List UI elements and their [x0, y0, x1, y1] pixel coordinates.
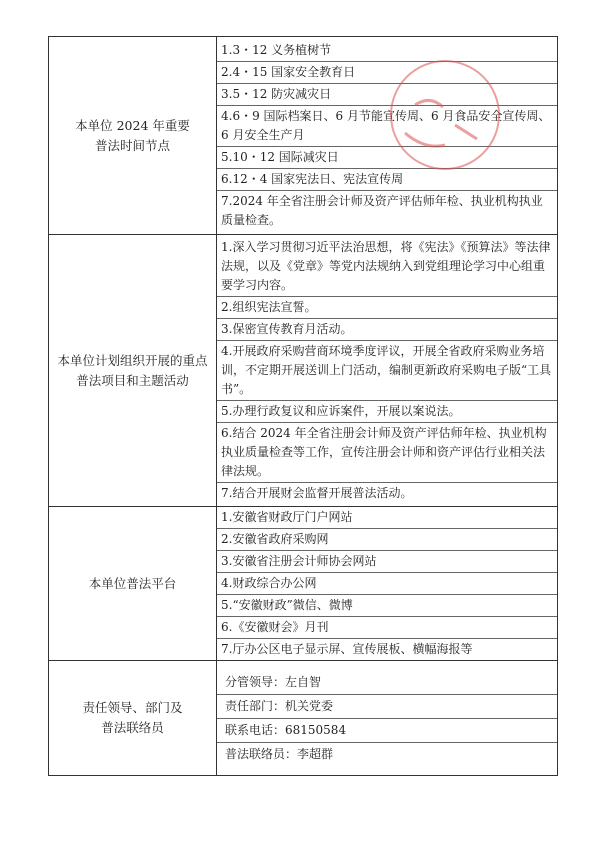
list-item: 4.6・9 国际档案日、6 月节能宣传周、6 月食品安全宣传周、6 月安全生产月	[217, 106, 557, 147]
list-item: 5.“安徽财政”微信、微博	[217, 595, 557, 617]
content-time-nodes	[217, 37, 558, 235]
label-responsible	[49, 661, 217, 776]
list-item: 7.2024 年全省注册会计师及资产评估师年检、执业机构执业质量检查。	[221, 194, 543, 227]
list-item: 2.4・15 国家安全教育日	[217, 62, 557, 84]
leader-field: 分管领导：左自智	[217, 671, 557, 695]
label-line: 普法项目和主题活动	[76, 372, 189, 388]
liaison-field: 普法联络员：李超群	[225, 746, 334, 761]
row-platforms	[49, 507, 558, 661]
row-time-nodes	[49, 37, 558, 235]
label-key-activities	[49, 235, 217, 507]
row-key-activities	[49, 235, 558, 507]
department-field: 责任部门：机关党委	[217, 695, 557, 719]
label-line: 本单位计划组织开展的重点	[57, 352, 208, 368]
list-item: 5.10・12 国际减灾日	[217, 147, 557, 169]
list-item: 1.深入学习贯彻习近平法治思想，将《宪法》《预算法》等法律法规，以及《党章》等党内法规纳入到党组理论学习中心组重要学习内容。	[217, 237, 557, 297]
list-item: 1.3・12 义务植树节	[217, 40, 557, 62]
list-item: 6.12・4 国家宪法日、宪法宣传周	[217, 169, 557, 191]
list-item: 3.5・12 防灾减灾日	[217, 84, 557, 106]
label-platforms	[49, 507, 217, 661]
list-item: 6.《安徽财会》月刊	[217, 617, 557, 639]
list-item: 7.结合开展财会监督开展普法活动。	[221, 486, 413, 500]
list-item: 4.开展政府采购营商环境季度评议，开展全省政府采购业务培训，不定期开展送训上门活动，编制更新政府采购电子版“工具书”。	[217, 341, 557, 401]
law-plan-table	[48, 36, 558, 776]
list-item: 1.安徽省财政厅门户网站	[217, 507, 557, 529]
list-item: 7.厅办公区电子显示屏、宣传展板、横幅海报等	[221, 642, 473, 656]
phone-field: 联系电话：68150584	[217, 719, 557, 743]
label-line: 普法联络员	[101, 720, 164, 735]
content-platforms	[217, 507, 558, 661]
list-item: 3.保密宣传教育月活动。	[217, 319, 557, 341]
content-responsible	[217, 661, 558, 776]
content-key-activities	[217, 235, 558, 507]
list-item: 6.结合 2024 年全省注册会计师及资产评估师年检、执业机构执业质量检查等工作，宣传注册会计师和资产评估行业相关法律法规。	[217, 423, 557, 483]
list-item: 5.办理行政复议和应诉案件，开展以案说法。	[217, 401, 557, 423]
list-item: 3.安徽省注册会计师协会网站	[217, 551, 557, 573]
label-line: 普法时间节点	[94, 137, 170, 153]
label-line: 本单位普法平台	[88, 575, 177, 591]
label-time-nodes	[49, 37, 217, 235]
list-item: 4.财政综合办公网	[217, 573, 557, 595]
list-item: 2.安徽省政府采购网	[217, 529, 557, 551]
row-responsible	[49, 661, 558, 776]
list-item: 2.组织宪法宣誓。	[217, 297, 557, 319]
label-line: 责任领导、部门及	[82, 700, 183, 715]
label-line: 本单位 2024 年重要	[75, 117, 190, 133]
